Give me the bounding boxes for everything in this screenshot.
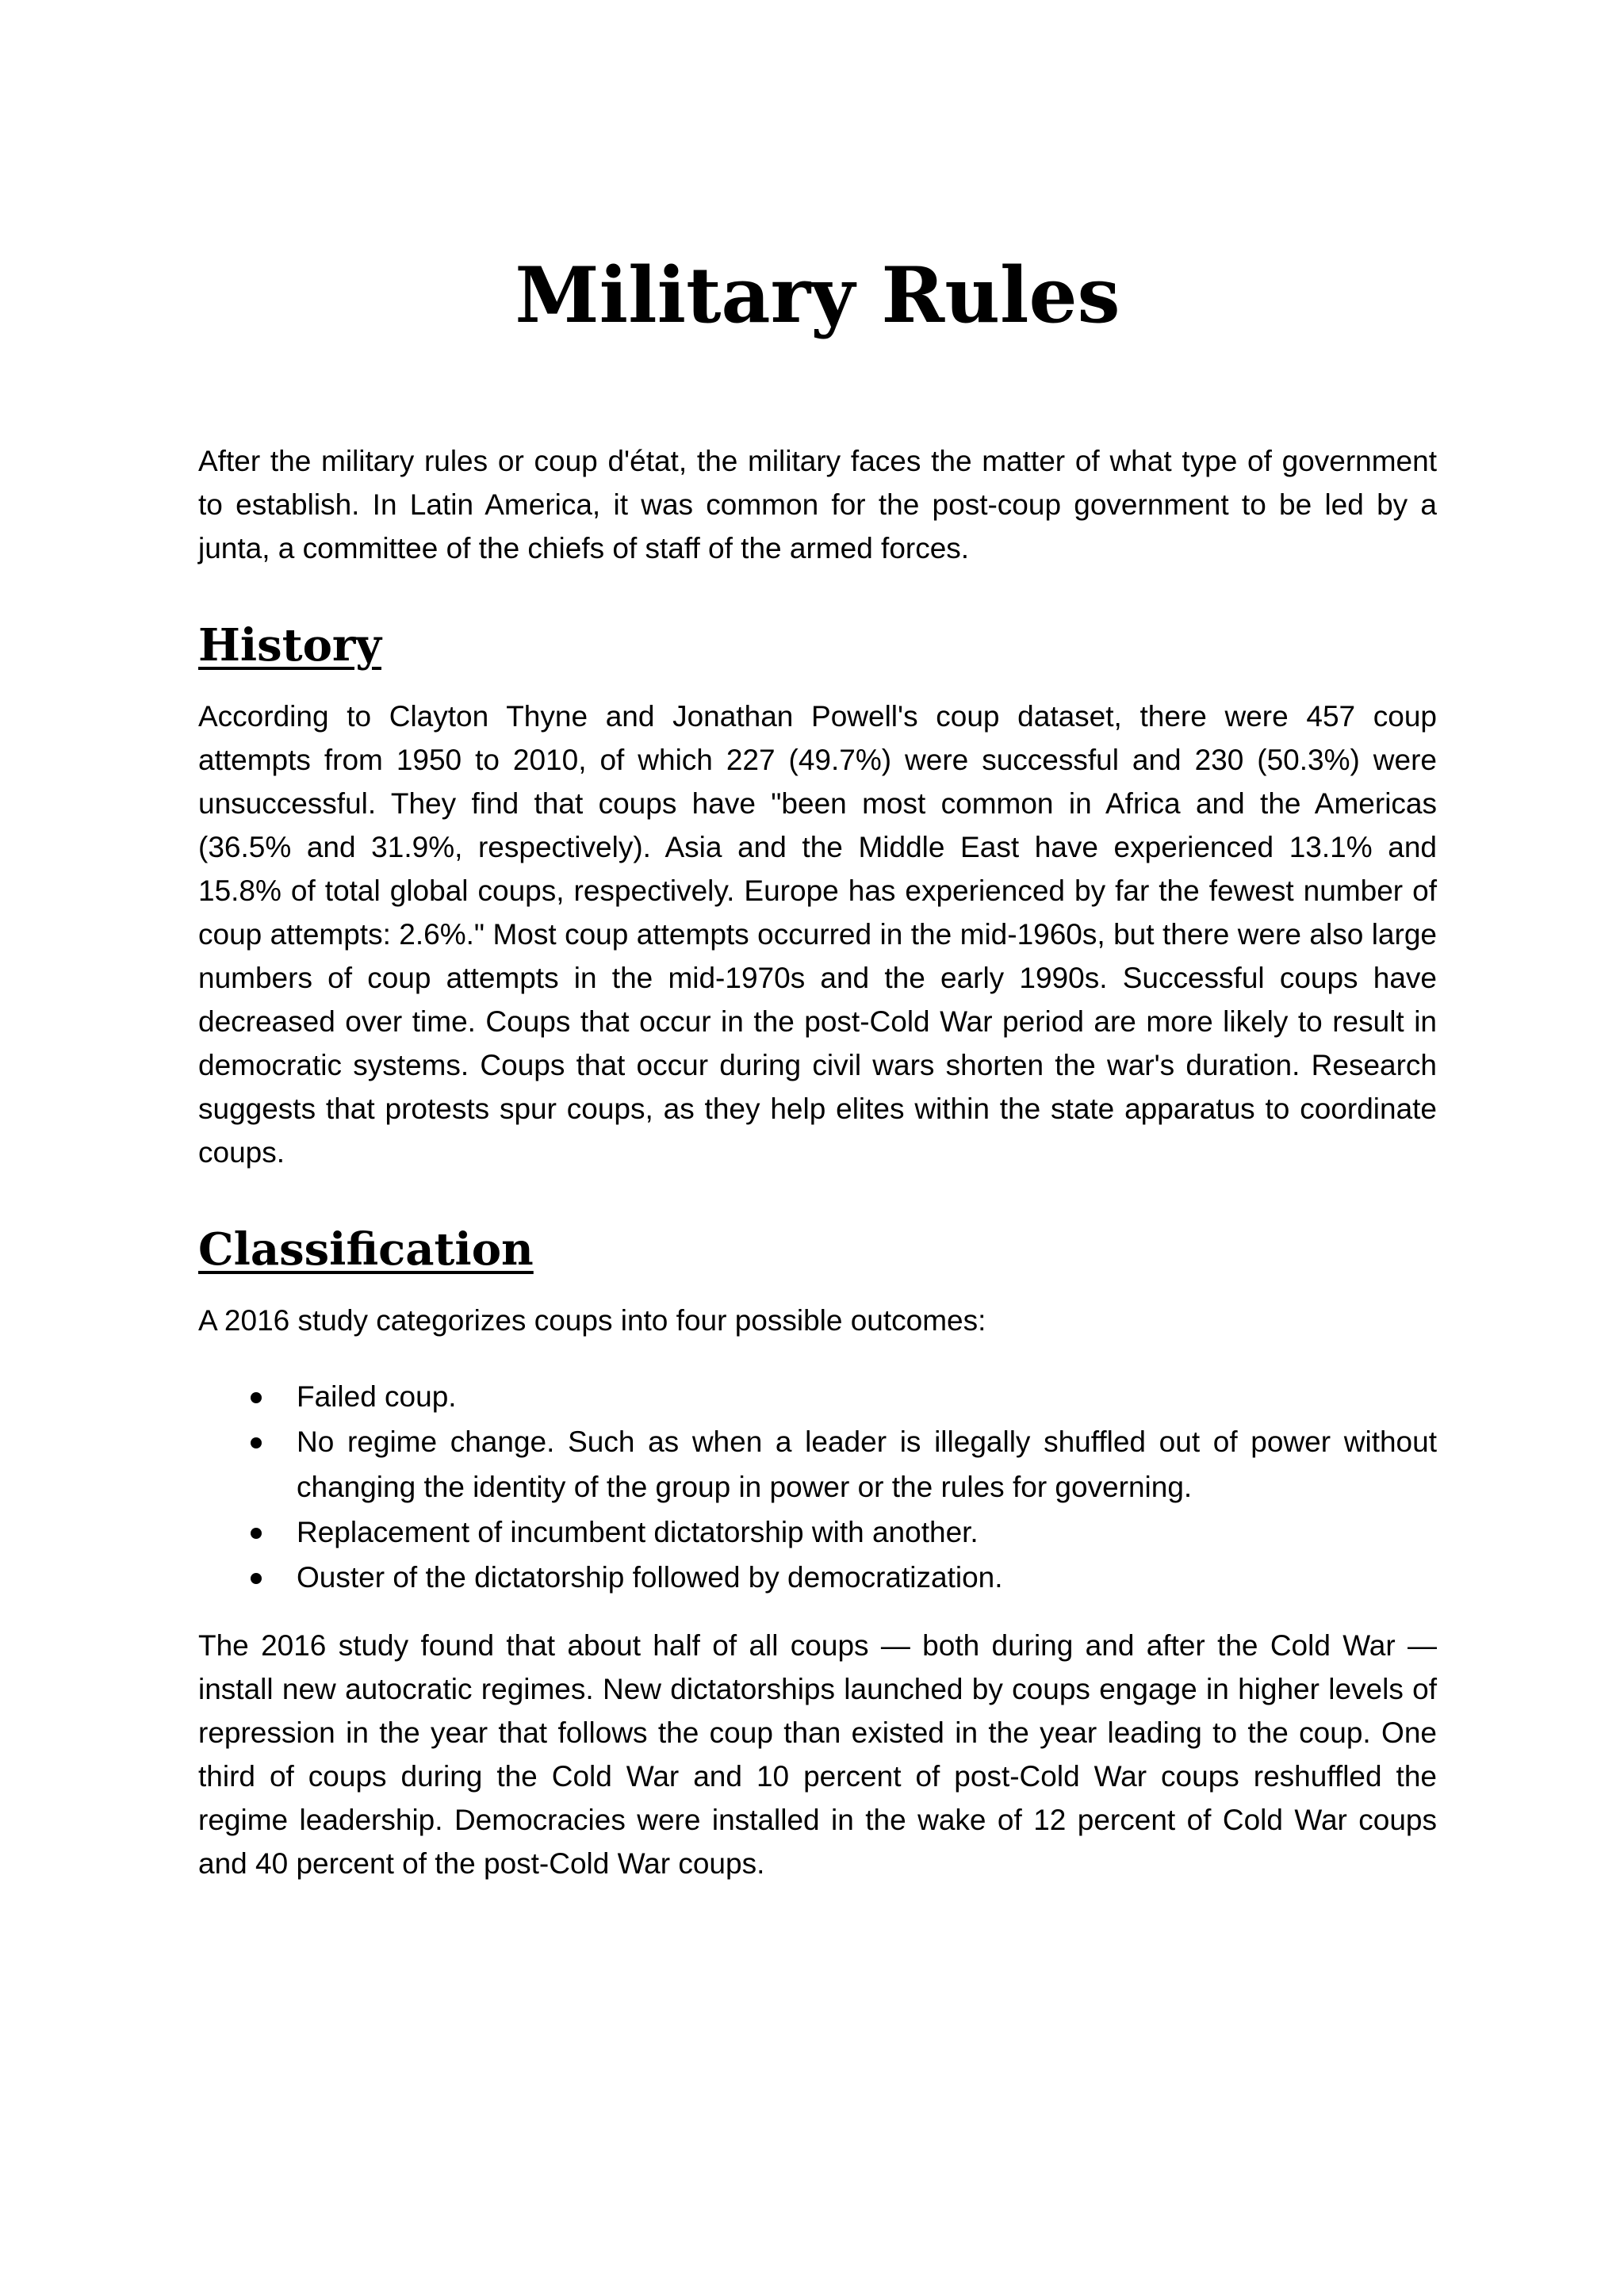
list-item [198, 1555, 1437, 1600]
section-heading-history: History [198, 618, 381, 672]
list-item-text: Ouster of the dictatorship followed by democratization. [297, 1560, 1003, 1594]
bullet-icon [251, 1573, 262, 1584]
outcome-list [198, 1374, 1437, 1600]
document-title: Military Rules [515, 251, 1120, 340]
list-item [198, 1374, 1437, 1419]
intro-paragraph: After the military rules or coup d'état, the military faces the matter of what type of government to establish. In Latin America, it was common for the post-coup government to be led by a junta, a committee of the chiefs of staff of the armed forces. [198, 444, 1437, 564]
section-heading-classification: Classification [198, 1223, 534, 1276]
document-page [198, 251, 1437, 1885]
classification-lead: A 2016 study categorizes coups into four possible outcomes: [198, 1303, 986, 1337]
classification-closing-paragraph: The 2016 study found that about half of all coups — both during and after the Cold War — install new autocratic regimes. New dictatorships launched by coups engage in higher levels of repression in the year that follows the coup than existed in the year leading to the coup. One third of coups during the Cold War and 10 percent of post-Cold War coups reshuffled the regime leadership. Democracies were installed in the wake of 12 percent of Cold War coups and 40 percent of the post-Cold War coups. [198, 1628, 1437, 1880]
bullet-icon [251, 1437, 262, 1448]
bullet-icon [251, 1528, 262, 1539]
spacer [198, 570, 1437, 594]
history-paragraph: According to Clayton Thyne and Jonathan Powell's coup dataset, there were 457 coup attempts from 1950 to 2010, of which 227 (49.7%) were successful and 230 (50.3%) were unsuccessful. They find that coups have "been most common in Africa and the Americas (36.5% and 31.9%, respectively). Asia and the Middle East have experienced 13.1% and 15.8% of total global coups, respectively. Europe has experienced by far the fewest number of coup attempts: 2.6%." Most coup attempts occurred in the mid-1960s, but there were also large numbers of coup attempts in the mid-1970s and the early 1990s. Successful coups have decreased over time. Coups that occur in the post-Cold War period are more likely to result in democratic systems. Coups that occur during civil wars shorten the war's duration. Research suggests that protests spur coups, as they help elites within the state apparatus to coordinate coups. [198, 699, 1437, 1169]
list-item-text: No regime change. Such as when a leader is illegally shuffled out of power without changing the identity of the group in power or the rules for governing. [297, 1425, 1437, 1503]
list-item-text: Replacement of incumbent dictatorship with another. [297, 1515, 979, 1548]
bullet-icon [251, 1392, 262, 1403]
list-item [198, 1510, 1437, 1555]
list-item-text: Failed coup. [297, 1380, 457, 1413]
list-item [198, 1419, 1437, 1510]
spacer [198, 1174, 1437, 1198]
